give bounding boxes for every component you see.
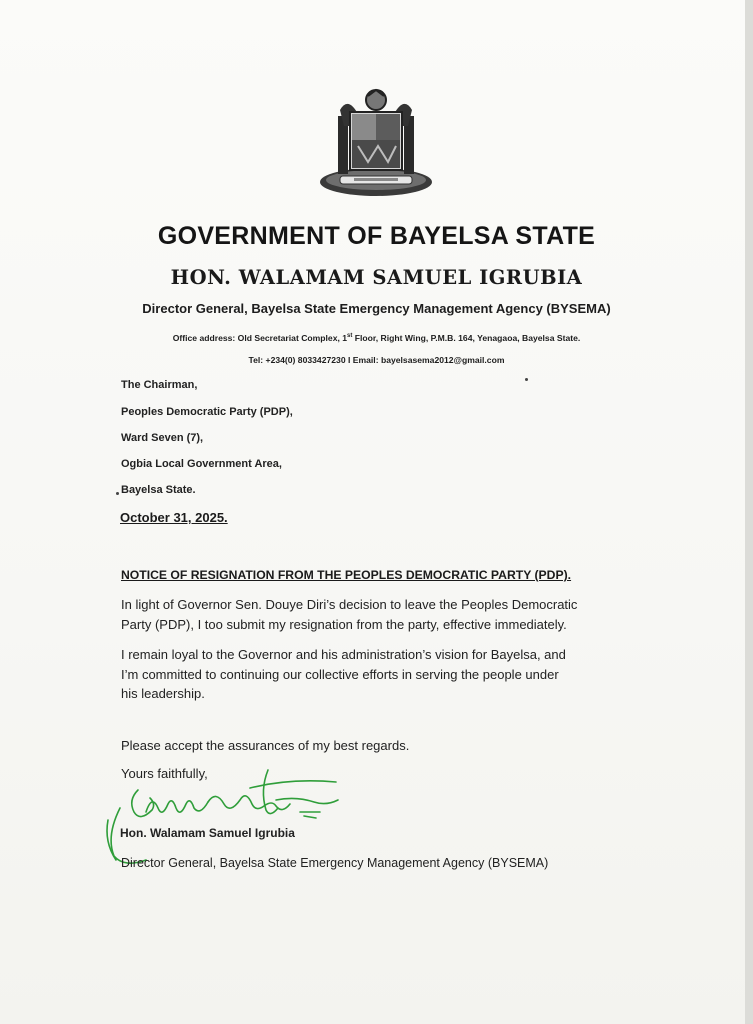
- recipient-line: Peoples Democratic Party (PDP),: [121, 406, 293, 418]
- letter-subject: NOTICE OF RESIGNATION FROM THE PEOPLES DEMOCRATIC PARTY (PDP).: [121, 568, 572, 582]
- official-position: Director General, Bayelsa State Emergency Management Agency (BYSEMA): [142, 301, 611, 316]
- signatory-title: Director General, Bayelsa State Emergency Management Agency (BYSEMA): [121, 856, 549, 870]
- signatory-name: Hon. Walamam Samuel Igrubia: [120, 826, 295, 840]
- recipient-line: Ogbia Local Government Area,: [121, 458, 282, 470]
- letter-date: October 31, 2025.: [120, 510, 228, 525]
- official-name-heading: HON. WALAMAM SAMUEL IGRUBIA: [170, 266, 583, 289]
- page-edge: [745, 0, 753, 1024]
- office-address: Office address: Old Secretariat Complex, 1st Floor, Right Wing, P.M.B. 164, Yenagaoa, Bayelsa State.: [172, 333, 581, 343]
- regards-line: Please accept the assurances of my best regards.: [121, 738, 410, 753]
- recipient-line: The Chairman,: [121, 379, 198, 391]
- signature-icon: [100, 760, 350, 870]
- speck: [525, 378, 528, 381]
- body-paragraph-1: In light of Governor Sen. Douye Diri’s decision to leave the Peoples Democratic Party (PDP), I too submit my resignation from the party, effective immediately.: [121, 597, 578, 632]
- recipient-line: Ward Seven (7),: [121, 432, 204, 444]
- speck: [116, 492, 119, 495]
- recipient-line: Bayelsa State.: [121, 484, 196, 496]
- body-paragraph-2: I remain loyal to the Governor and his administration’s vision for Bayelsa, and I’m committed to continuing our collective efforts in serving the people under his leadership.: [121, 647, 566, 701]
- closing-line: Yours faithfully,: [121, 766, 208, 781]
- government-heading: GOVERNMENT OF BAYELSA STATE: [157, 222, 596, 250]
- coat-of-arms-icon: [318, 86, 434, 198]
- contact-details: Tel: +234(0) 8033427230 I Email: bayelsasema2012@gmail.com: [248, 355, 505, 365]
